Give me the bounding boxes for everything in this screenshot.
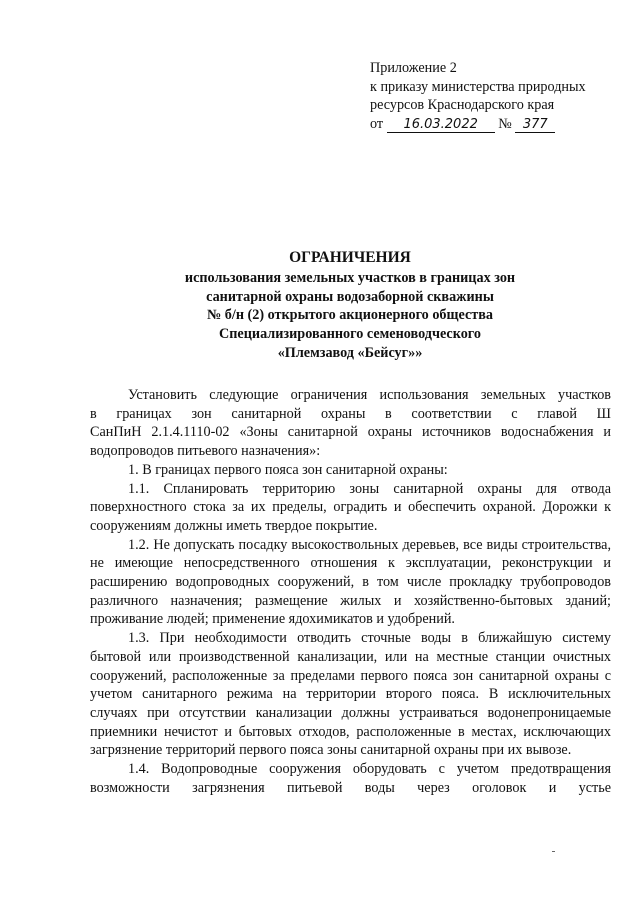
handwritten-date: 16.03.2022 <box>387 117 495 133</box>
paragraph-1-1: 1.1. Спланировать территорию зоны санитарной охраны для отвода поверхностного стока за их пределы, оградить и обеспечить охраной. Дорожки к сооружениям должны иметь твердое покрытие. <box>90 480 611 534</box>
intro-line: водопроводов питьевого назначения»: <box>90 443 321 460</box>
handwritten-number: 377 <box>515 117 555 133</box>
appendix-header <box>370 59 632 133</box>
title-line: «Племзавод «Бейсуг»» <box>277 344 423 361</box>
section-heading: 1. В границах первого пояса зон санитарной охраны: <box>128 461 448 478</box>
appendix-title: Приложение 2 <box>370 60 457 76</box>
title-line: Специализированного семеноводческого <box>219 326 481 343</box>
intro-line: СанПиН 2.1.4.1110-02 «Зоны санитарной охраны источников водоснабжения и <box>90 424 611 441</box>
intro-line: Установить следующие ограничения использования земельных участков <box>128 387 611 403</box>
scan-speck <box>552 851 555 852</box>
title-line: санитарной охраны водозаборной скважины <box>206 288 494 305</box>
title-line: № б/н (2) открытого акционерного общества <box>206 307 493 324</box>
paragraph-1-4: 1.4. Водопроводные сооружения оборудовать с учетом предотвращения возможности загрязнения питьевой воды через оголовок и устье <box>90 761 611 796</box>
title-line: использования земельных участков в границах зон <box>184 270 516 286</box>
appendix-order-line: к приказу министерства природных <box>370 78 586 95</box>
document-body <box>90 386 611 797</box>
appendix-date-line <box>370 115 632 134</box>
document-title <box>90 248 610 363</box>
paragraph-1-3: 1.3. При необходимости отводить сточные воды в ближайшую систему бытовой или производственной канализации, или на местные станции очистных сооружений, расположенные за пределами первого пояса зон санитарной охраны с учетом санитарного режима на территории второго пояса. В исключительных случаях при отсутствии канализации должны устраиваться водонепроницаемые приемники нечистот и бытовых отходов, расположенные в местах, исключающих загрязнение территорий первого пояса зоны санитарной охраны при их вывозе. <box>90 630 611 759</box>
paragraph-1-2: 1.2. Не допускать посадку высокоствольных деревьев, все виды строительства, не имеющие непосредственного отношения к эксплуатации, реконструкции и расширению водопроводных сооружений, в том числе прокладку трубопроводов различного назначения; размещение жилых и хозяйственно-бытовых зданий; проживание людей; применение ядохимикатов и удобрений. <box>90 536 611 628</box>
date-prefix: от <box>370 115 384 132</box>
title-main: ОГРАНИЧЕНИЯ <box>289 249 411 266</box>
number-prefix: № <box>498 115 512 132</box>
appendix-ministry-line: ресурсов Краснодарского края <box>370 97 555 113</box>
intro-line: в границах зон санитарной охраны в соответствии с главой Ш <box>90 405 611 422</box>
